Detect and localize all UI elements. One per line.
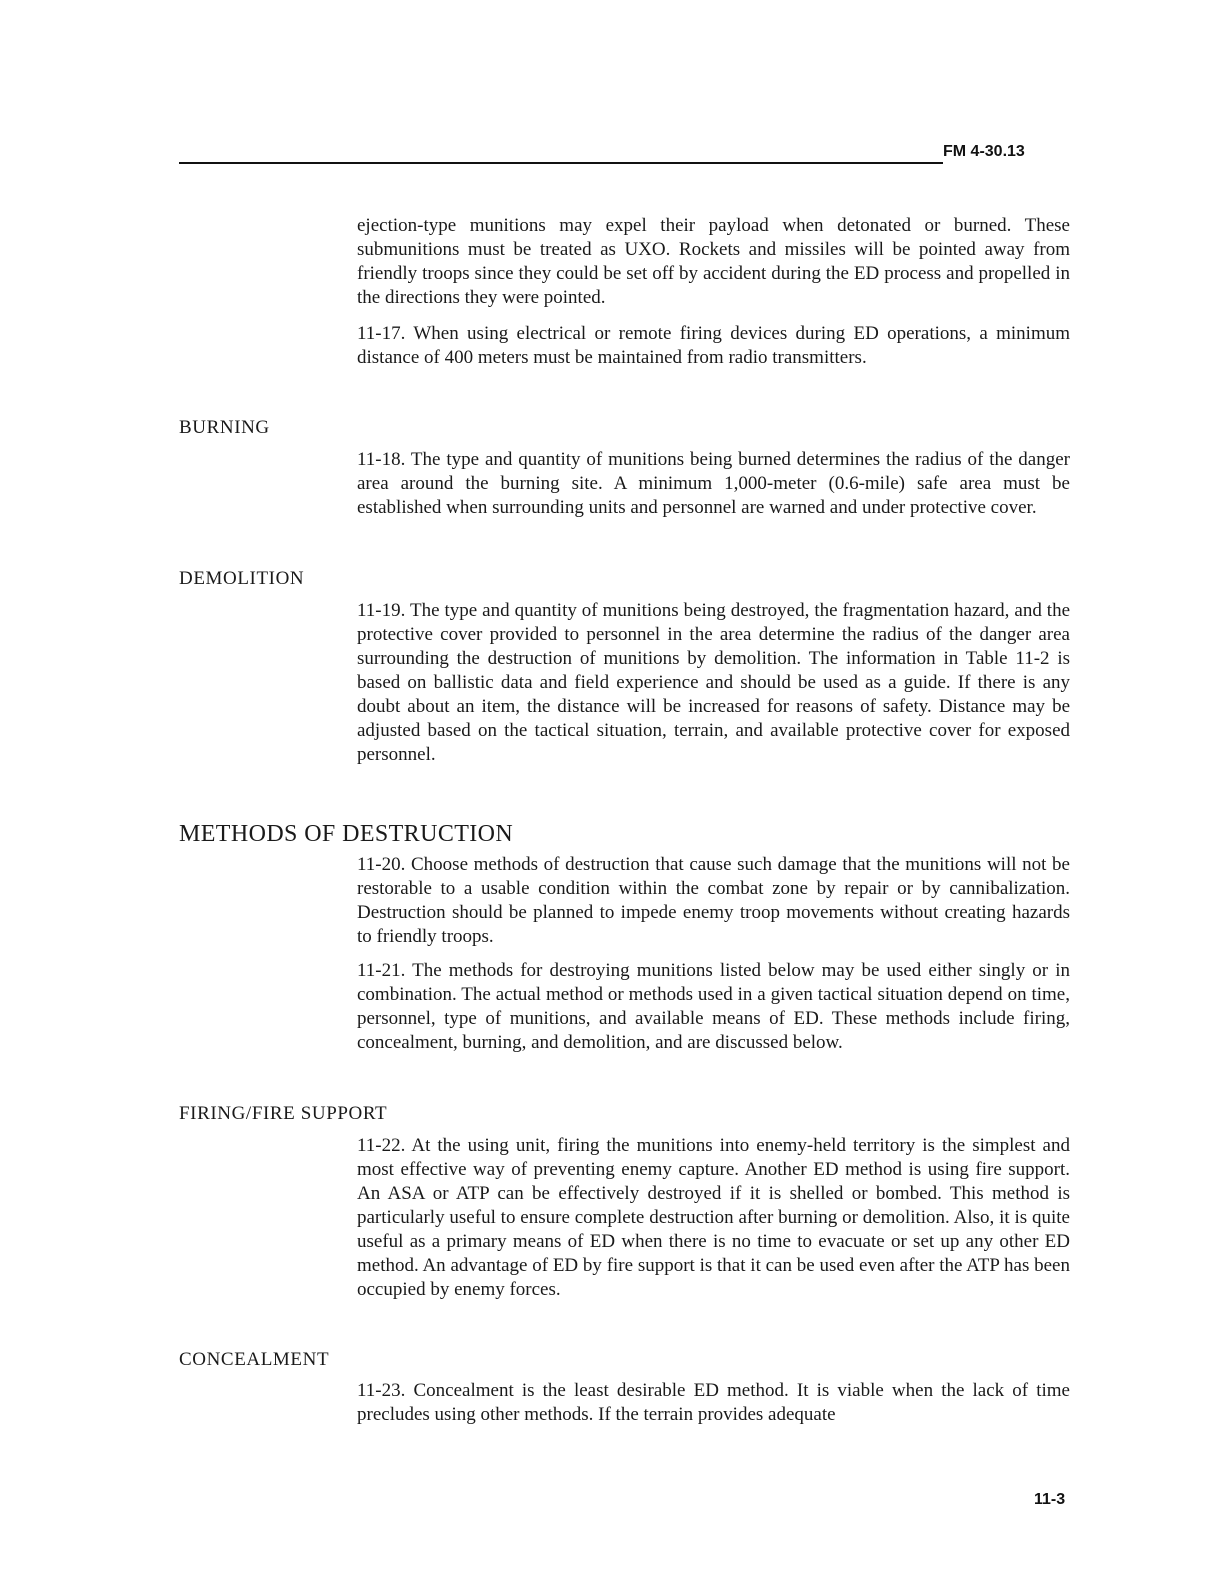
paragraph-11-21: 11-21. The methods for destroying munitions listed below may be used either singly or in combination. The actual method or methods used in a given tactical situation depend on time, personnel, type of munitions, and available means of ED. These methods include firing, concealment, burning, and demolition, and are discussed below. — [357, 960, 1070, 1053]
heading-firing-fire-support: FIRING/FIRE SUPPORT — [179, 1103, 388, 1124]
paragraph-11-22: 11-22. At the using unit, firing the munitions into enemy-held territory is the simplest and most effective way of preventing enemy capture. Another ED method is using fire support. An ASA or ATP can be effectively destroyed if it is shelled or bombed. This method is particularly useful to ensure complete destruction after burning or demolition. Also, it is quite useful as a primary means of ED when there is no time to evacuate or set up any other ED method. An advantage of ED by fire support is that it can be used even after the ATP has been occupied by enemy forces. — [357, 1135, 1070, 1300]
paragraph-11-23: 11-23. Concealment is the least desirable ED method. It is viable when the lack of time precludes using other methods. If the terrain provides adequate — [357, 1380, 1070, 1425]
header-rule — [179, 162, 943, 164]
paragraph-11-17: 11-17. When using electrical or remote firing devices during ED operations, a minimum distance of 400 meters must be maintained from radio transmitters. — [357, 323, 1070, 368]
paragraph-11-18: 11-18. The type and quantity of munitions being burned determines the radius of the danger area around the burning site. A minimum 1,000-meter (0.6-mile) safe area must be established when surrounding units and personnel are warned and under protective cover. — [357, 449, 1070, 518]
heading-concealment: CONCEALMENT — [179, 1349, 330, 1370]
paragraph-11-20: 11-20. Choose methods of destruction that cause such damage that the munitions will not be restorable to a usable condition within the combat zone by repair or by cannibalization. Destruction should be planned to impede enemy troop movements without creating hazards to friendly troops. — [357, 854, 1070, 947]
page-number: 11-3 — [1034, 1491, 1066, 1508]
document-id: FM 4-30.13 — [943, 143, 1025, 160]
heading-burning: BURNING — [179, 417, 270, 438]
paragraph-11-19: 11-19. The type and quantity of munitions being destroyed, the fragmentation hazard, and the protective cover provided to personnel in the area determine the radius of the danger area surrounding the destruction of munitions by demolition. The information in Table 11-2 is based on ballistic data and field experience and should be used as a guide. If there is any doubt about an item, the distance will be increased for reasons of safety. Distance may be adjusted based on the tactical situation, terrain, and available protective cover for exposed personnel. — [357, 600, 1070, 765]
paragraph-continuation: ejection-type munitions may expel their payload when detonated or burned. These submunitions must be treated as UXO. Rockets and missiles will be pointed away from friendly troops since they could be set off by accident during the ED process and propelled in the directions they were pointed. — [357, 215, 1070, 308]
heading-demolition: DEMOLITION — [179, 568, 305, 589]
heading-methods-of-destruction: METHODS OF DESTRUCTION — [179, 821, 514, 847]
